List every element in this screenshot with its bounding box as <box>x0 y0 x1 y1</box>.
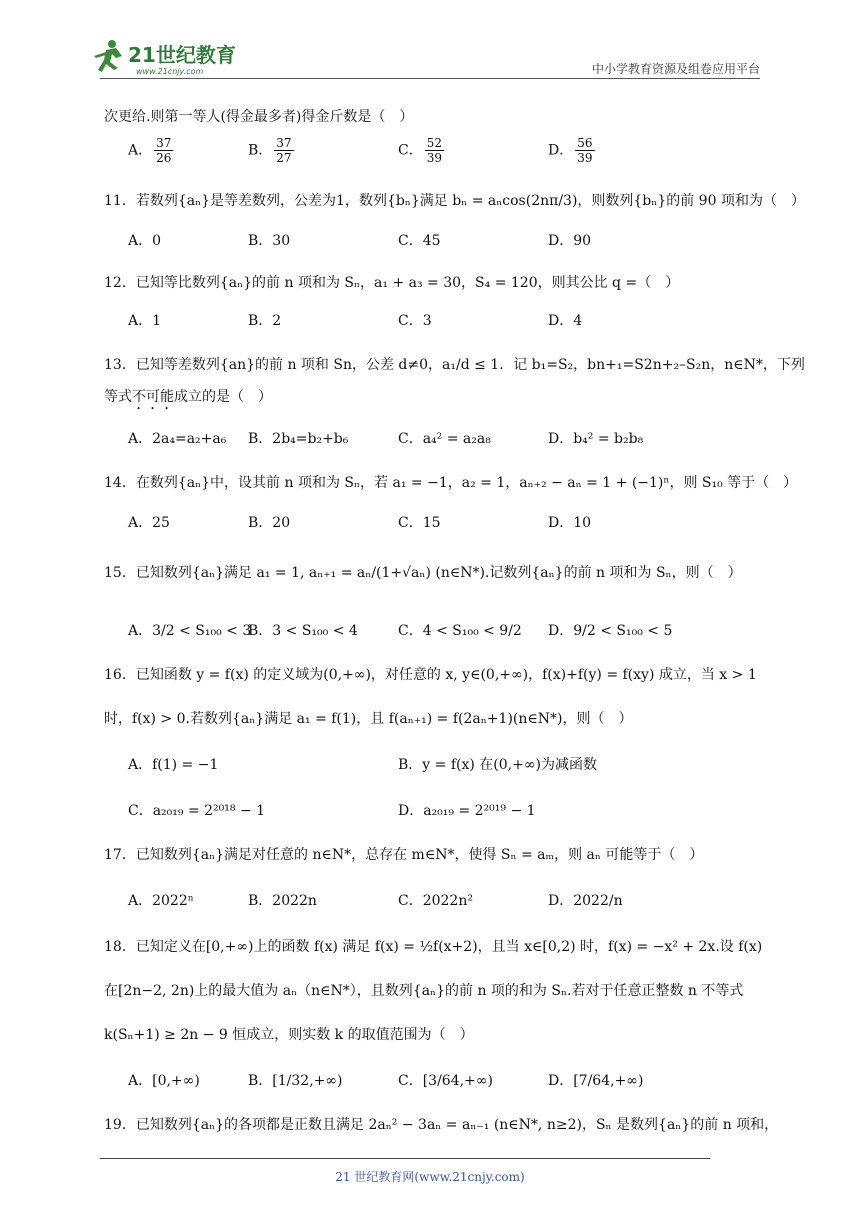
q16-option-c: C．a₂₀₁₉ = 2²⁰¹⁸ − 1 <box>128 803 266 819</box>
q17-option-d: D．2022/n <box>548 893 623 909</box>
header-divider <box>100 78 760 79</box>
q18-stem-line2: 在[2n−2, 2n)上的最大值为 aₙ（n∈N*），且数列{aₙ}的前 n 项的和为 Sₙ.若对于任意正整数 n 不等式 <box>104 983 744 999</box>
q12-option-d: D．4 <box>548 313 583 329</box>
q11-stem: 11．若数列{aₙ}是等差数列，公差为1，数列{bₙ}满足 bₙ = aₙcos(2nπ/3)，则数列{bₙ}的前 90 项和为（ ） <box>104 193 805 209</box>
q13-stem-line2: 等式不可能成立的是（ ） <box>104 389 272 405</box>
q15-option-d: D．9/2 < S₁₀₀ < 5 <box>548 623 673 639</box>
q10-option-a: A． $\frac{37}{26}$ <box>128 136 172 165</box>
q14-option-b: B．20 <box>248 515 291 531</box>
q12-option-a: A．1 <box>128 313 162 329</box>
q11-option-b: B．30 <box>248 233 291 249</box>
q12-option-b: B．2 <box>248 313 282 329</box>
q14-option-d: D．10 <box>548 515 592 531</box>
q13-option-b: B．2b₄=b₂+b₆ <box>248 431 349 447</box>
q19-stem: 19．已知数列{aₙ}的各项都是正数且满足 2aₙ² − 3aₙ = aₙ₋₁ (n∈N*, n≥2)，Sₙ 是数列{aₙ}的前 n 项和， <box>104 1117 779 1133</box>
q12-option-c: C．3 <box>398 313 432 329</box>
q17-option-c: C．2022n² <box>398 893 473 909</box>
q16-option-d: D．a₂₀₁₉ = 2²⁰¹⁹ − 1 <box>398 803 536 819</box>
q10-option-c: C． $\frac{52}{39}$ <box>398 136 442 165</box>
q12-stem: 12．已知等比数列{aₙ}的前 n 项和为 Sₙ，a₁ + a₃ = 30，S₄ = 120，则其公比 q =（ ） <box>104 275 680 291</box>
q14-stem: 14．在数列{aₙ}中，设其前 n 项和为 Sₙ，若 a₁ = −1，a₂ = 1，aₙ₊₂ − aₙ = 1 + (−1)ⁿ，则 S₁₀ 等于（ ） <box>104 475 798 491</box>
q13-stem-line1: 13．已知等差数列{an}的前 n 项和 Sn，公差 d≠0，a₁/d ≤ 1．记 b₁=S₂，bn+₁=S2n+₂–S₂n，n∈N*，下列 <box>104 357 805 373</box>
q11-option-d: D．90 <box>548 233 592 249</box>
q15-option-a: A．3/2 < S₁₀₀ < 3 <box>128 623 252 639</box>
q10-stem: 次更给.则第一等人(得金最多者)得金斤数是（ ） <box>104 109 414 125</box>
page-header <box>0 0 860 90</box>
q10-option-b: B． $\frac{37}{27}$ <box>248 136 292 165</box>
q18-option-d: D．[7/64,+∞) <box>548 1073 644 1089</box>
footer-divider <box>100 1158 710 1159</box>
q16-stem-line1: 16．已知函数 y = f(x) 的定义域为(0,+∞)，对任意的 x, y∈(0,+∞)，f(x)+f(y) = f(xy) 成立，当 x > 1 <box>104 667 757 683</box>
q17-option-a: A．2022ⁿ <box>128 893 194 909</box>
q16-option-b: B．y = f(x) 在(0,+∞)为减函数 <box>398 757 597 773</box>
q18-stem-line1: 18．已知定义在[0,+∞)上的函数 f(x) 满足 f(x) = ½f(x+2)，且当 x∈[0,2) 时，f(x) = −x² + 2x.设 f(x) <box>104 939 763 955</box>
svg-text:21世纪教育: 21世纪教育 <box>128 43 236 67</box>
platform-name: 中小学教育资源及组卷应用平台 <box>591 62 760 76</box>
q10-option-d: D． $\frac{56}{39}$ <box>548 136 593 165</box>
q15-option-c: C．4 < S₁₀₀ < 9/2 <box>398 623 522 639</box>
q18-option-a: A．[0,+∞) <box>128 1073 200 1089</box>
q17-option-b: B．2022n <box>248 893 317 909</box>
q16-stem-line2: 时，f(x) > 0.若数列{aₙ}满足 a₁ = f(1)，且 f(aₙ₊₁) = f(2aₙ+1)(n∈N*)，则（ ） <box>104 711 633 727</box>
q17-stem: 17．已知数列{aₙ}满足对任意的 n∈N*，总存在 m∈N*，使得 Sₙ = aₘ，则 aₙ 可能等于（ ） <box>104 847 704 863</box>
q13-option-c: C．a₄² = a₂a₈ <box>398 431 491 447</box>
q16-option-a: A．f(1) = −1 <box>128 757 219 773</box>
svg-text:www.21cnjy.com: www.21cnjy.com <box>136 67 204 76</box>
site-logo <box>92 36 262 78</box>
q13-option-d: D．b₄² = b₂b₈ <box>548 431 644 447</box>
q11-option-c: C．45 <box>398 233 441 249</box>
q18-stem-line3: k(Sₙ+1) ≥ 2n − 9 恒成立，则实数 k 的取值范围为（ ） <box>104 1027 474 1043</box>
q11-option-a: A．0 <box>128 233 162 249</box>
q13-option-a: A．2a₄=a₂+a₆ <box>128 431 227 447</box>
q18-option-b: B．[1/32,+∞) <box>248 1073 343 1089</box>
q15-option-b: B．3 < S₁₀₀ < 4 <box>248 623 358 639</box>
q14-option-a: A．25 <box>128 515 170 531</box>
page-footer: 21 世纪教育网(www.21cnjy.com) <box>335 1170 525 1184</box>
q18-option-c: C．[3/64,+∞) <box>398 1073 493 1089</box>
q14-option-c: C．15 <box>398 515 441 531</box>
q15-stem: 15．已知数列{aₙ}满足 a₁ = 1, aₙ₊₁ = aₙ/(1+√aₙ) (n∈N*).记数列{aₙ}的前 n 项和为 Sₙ，则（ ） <box>104 565 742 581</box>
